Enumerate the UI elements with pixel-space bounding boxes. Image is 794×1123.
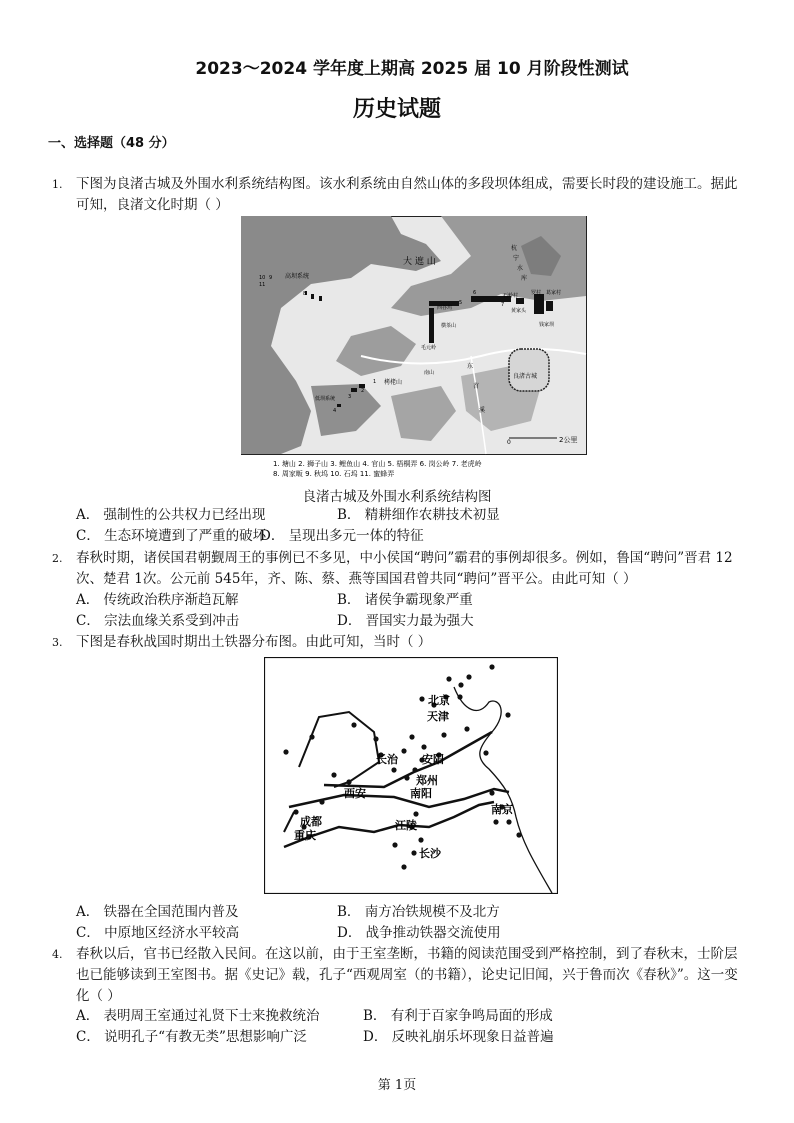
- svg-text:7: 7: [501, 302, 505, 308]
- q3-option-b[interactable]: B． 南方冶铁规模不及北方: [337, 904, 500, 920]
- svg-text:杭: 杭: [511, 245, 518, 252]
- city-xian: 西安: [344, 787, 366, 800]
- question-4: [52, 944, 742, 1007]
- q1-option-b[interactable]: B． 精耕细作农耕技术初显: [337, 507, 500, 523]
- question-number: 2.: [52, 552, 63, 565]
- question-number: 3.: [52, 636, 63, 649]
- svg-text:溪: 溪: [479, 407, 486, 414]
- svg-text:库: 库: [521, 275, 528, 282]
- city-zhengzhou: 郑州: [416, 774, 438, 787]
- svg-text:8: 8: [303, 291, 307, 297]
- svg-text:苕: 苕: [473, 383, 480, 390]
- question-3: [52, 632, 742, 653]
- q2-option-c[interactable]: C． 宗法血缘关系受到冲击: [76, 613, 240, 629]
- map-label-maojia: 毛元岭: [421, 345, 437, 351]
- svg-text:3: 3: [348, 394, 352, 400]
- city-nanjing: 南京: [491, 803, 513, 816]
- map-label-gaoba: 高坝系统: [285, 273, 310, 280]
- question-number: 1.: [52, 178, 63, 191]
- map-label-guyan: 良渚古城: [513, 373, 538, 380]
- q1-option-d[interactable]: D． 呈现出多元一体的特征: [260, 528, 424, 544]
- map-label-nanshan: 南山: [424, 370, 435, 376]
- city-anyang: 安阳: [422, 753, 444, 766]
- map-label-shijia: 石岭村: [503, 293, 519, 299]
- q3-option-d[interactable]: D． 战争推动铁器交流使用: [337, 925, 501, 941]
- q3-option-c[interactable]: C． 中原地区经济水平较高: [76, 925, 240, 941]
- svg-text:水: 水: [517, 265, 524, 272]
- city-tianjin: 天津: [427, 710, 449, 723]
- city-chengdu: 成都: [300, 815, 322, 828]
- map-label-maoshan: 西谷坞: [437, 305, 453, 311]
- iron-artifact-distribution-map: [264, 657, 558, 894]
- q4-option-a[interactable]: A． 表明周王室通过礼贤下士来挽救统治: [76, 1008, 320, 1024]
- map-scale: 2公里: [559, 436, 578, 444]
- page-number: 第 1页: [377, 1078, 417, 1093]
- q2-option-a[interactable]: A． 传统政治秩序渐趋瓦解: [76, 592, 239, 608]
- svg-text:6: 6: [473, 290, 477, 296]
- map-label-yangjiacun: 葛家村: [546, 290, 562, 296]
- map-label-mountain: 大 遮 山: [403, 257, 436, 267]
- map-caption: 良渚古城及外围水利系统结构图: [302, 489, 492, 505]
- city-jiangling: 江陵: [395, 819, 417, 832]
- city-nanyang: 南阳: [410, 787, 432, 800]
- svg-text:11: 11: [259, 282, 266, 288]
- q3-option-a[interactable]: A． 铁器在全国范围内普及: [76, 904, 239, 920]
- section-heading: 一、选择题（48 分）: [48, 136, 175, 151]
- subject-title: 历史试题: [352, 96, 441, 122]
- svg-text:1: 1: [373, 379, 377, 385]
- q4-option-b[interactable]: B． 有利于百家争鸣局面的形成: [363, 1008, 553, 1024]
- svg-text:4: 4: [333, 408, 337, 414]
- map-label-luocun: 罗村: [531, 290, 542, 296]
- map-label-dibagong: 低坝系统: [315, 396, 336, 402]
- city-beijing: 北京: [428, 694, 450, 707]
- map-label-cishan: 栲栳山: [384, 379, 403, 386]
- map-label-qianjia: 钱家坝: [539, 322, 555, 328]
- svg-text:5: 5: [459, 300, 463, 306]
- question-text: 下图为良渚古城及外围水利系统结构图。该水利系统由自然山体的多段坝体组成，需要长时段的建设施工。据此可知，良渚文化时期（ ）: [76, 176, 738, 213]
- svg-text:10: 10: [259, 275, 266, 281]
- exam-title: 2023～2024 学年度上期高 2025 届 10 月阶段性测试: [195, 59, 629, 79]
- map-label-dayaoshan: 横茶山: [441, 323, 457, 329]
- q4-option-d[interactable]: D． 反映礼崩乐坏现象日益普遍: [363, 1029, 554, 1045]
- map-legend-line2: 8. 周家畈 9. 秋坞 10. 石坞 11. 蜜蜂弄: [273, 470, 395, 478]
- map-label-huangbutou: 黄家头: [511, 308, 527, 314]
- q2-option-b[interactable]: B． 诸侯争霸现象严重: [337, 592, 473, 608]
- svg-text:2: 2: [361, 388, 365, 394]
- q1-option-a[interactable]: A． 强制性的公共权力已经出现: [76, 507, 266, 523]
- q4-option-c[interactable]: C． 说明孔子“有教无类”思想影响广泛: [76, 1029, 307, 1045]
- question-text: 下图是春秋战国时期出土铁器分布图。由此可知，当时（ ）: [76, 634, 432, 650]
- question-2: [52, 548, 742, 590]
- map-legend-line1: 1. 塘山 2. 狮子山 3. 鲤鱼山 4. 官山 5. 梧桐弄 6. 岗公岭 7. 老虎岭: [273, 460, 482, 468]
- question-number: 4.: [52, 948, 63, 961]
- svg-text:9: 9: [269, 275, 273, 281]
- question-1: [52, 174, 742, 216]
- map-scale-zero: 0: [507, 439, 511, 446]
- liangzhu-water-system-map: [241, 216, 587, 480]
- svg-text:东: 东: [467, 363, 474, 370]
- q2-option-d[interactable]: D． 晋国实力最为强大: [337, 613, 474, 629]
- question-text: 春秋以后，官书已经散入民间。在这以前，由于王室垄断，书籍的阅读范围受到严格控制，到了春秋末，士阶层也已能够读到王室图书。据《史记》载，孔子“西观周室（的书籍），论史记旧闻，兴于鲁而次《春秋》”。这一变化（ ）: [76, 946, 738, 1004]
- question-text: 春秋时期，诸侯国君朝觐周王的事例已不多见，中小侯国“聘问”霸君的事例却很多。例如，鲁国“聘问”晋君 12次、楚君 1次。公元前 545年，齐、陈、蔡、燕等国国君曾共同“聘问”晋平公。由此可知（ ）: [76, 550, 733, 587]
- city-changsha: 长沙: [419, 847, 441, 860]
- city-chongqing: 重庆: [294, 829, 316, 842]
- svg-text:宁: 宁: [513, 255, 520, 262]
- city-changzhi: 长治: [376, 753, 398, 766]
- q1-option-c[interactable]: C． 生态环境遭到了严重的破坏: [76, 528, 267, 544]
